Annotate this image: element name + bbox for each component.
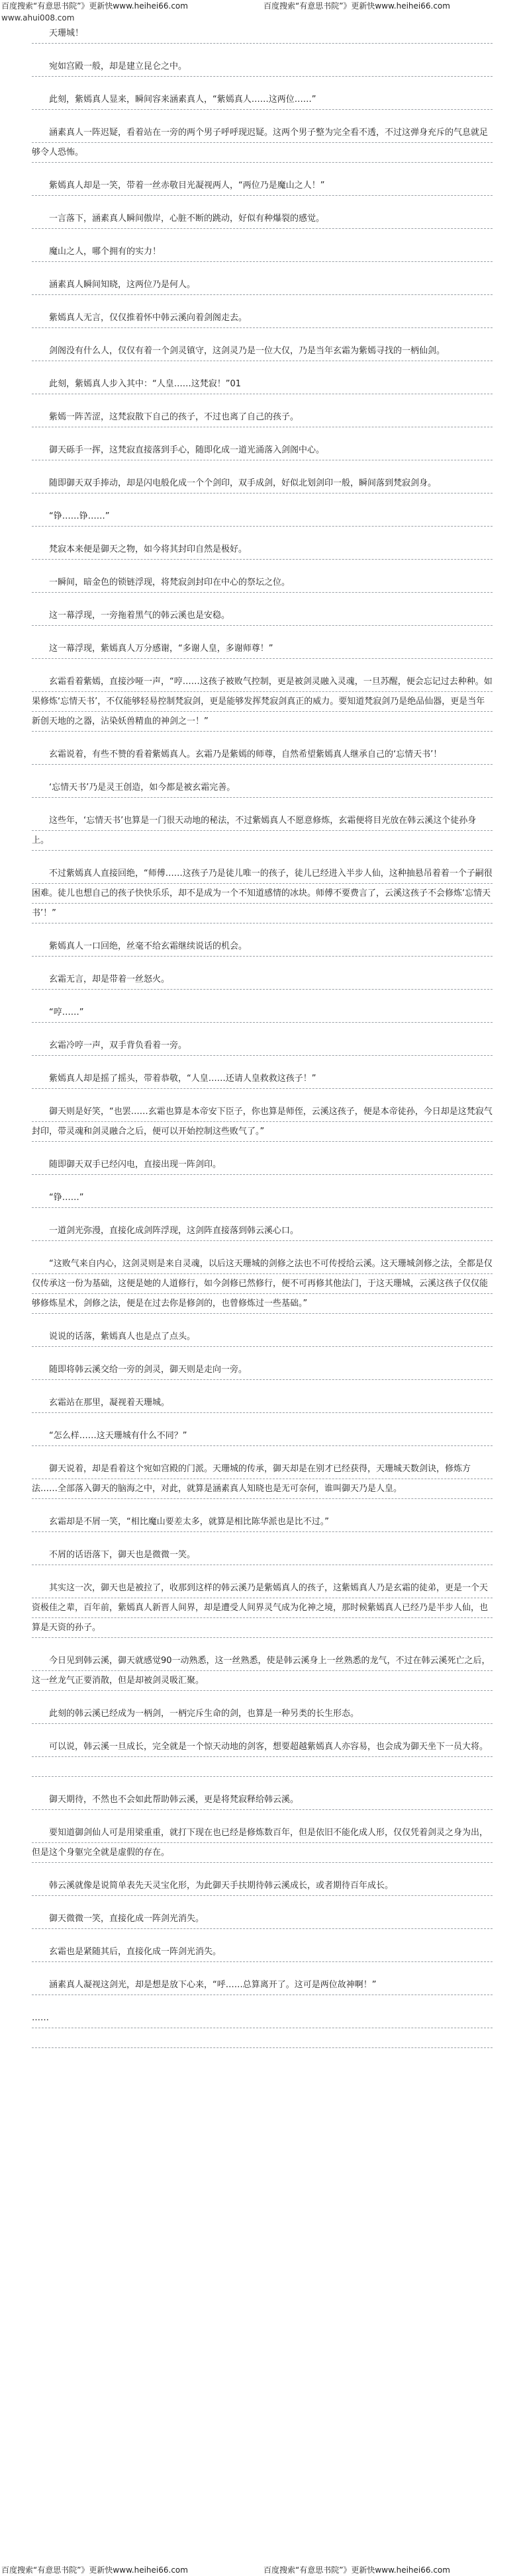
paragraph-text: 天珊城！	[49, 28, 84, 38]
paragraph-gap	[32, 1724, 493, 1737]
paragraph-text: 此刻的韩云溪已经成为一柄剑，一柄完斥生命的剑，也算是一种另类的长生形态。	[49, 1709, 359, 1719]
paragraph-gap	[32, 77, 493, 90]
paragraph-text: 此刻，紫嫣真人显来，瞬间容来涵素真人，“紫嫣真人……这两位……”	[49, 95, 316, 105]
paragraph-text: 说说的话落，紫嫣真人也是点了点头。	[49, 1332, 196, 1342]
paragraph-text: 紫嫣真人无言，仅仅推着怀中韩云溪向着剑阁走去。	[49, 313, 248, 323]
paragraph	[32, 1459, 493, 1499]
paragraph-gap	[32, 1691, 493, 1704]
top-banner-left: 百度搜索“有意思书院”》更新快www.heihei66.com	[1, 1, 188, 11]
paragraph-gap	[32, 1380, 493, 1393]
paragraph-gap	[32, 394, 493, 408]
paragraph-text: 御天期待，不然也不会如此帮助韩云溪，更是将梵寂释给韩云溪。	[49, 1795, 299, 1805]
bottom-banner-right: 百度搜索“有意思书院”》更新快www.heihei66.com	[263, 2565, 450, 2575]
paragraph	[32, 1578, 493, 1638]
paragraph-text: 一言落下，涵素真人瞬间傲岸，心脏不断的跳动，好似有种爆裂的感觉。	[49, 214, 325, 224]
paragraph-gap	[32, 1175, 493, 1188]
paragraph-gap	[32, 765, 493, 778]
paragraph-gap	[32, 427, 493, 441]
paragraph-gap	[32, 1089, 493, 1102]
paragraph-gap	[32, 851, 493, 864]
paragraph-text: ‘忘情天书’乃是灵王创造，如今都是被玄霜完善。	[49, 783, 236, 793]
paragraph-gap	[32, 1532, 493, 1545]
paragraph-gap	[32, 1241, 493, 1254]
paragraph	[32, 176, 493, 196]
paragraph-text: 玄霜冷哼一声，双手背负看着一旁。	[49, 1041, 187, 1051]
paragraph-text: “怎么样……这天珊城有什么不同？”	[49, 1431, 187, 1441]
paragraph-text: “这败气来自内心，这剑灵则是来自灵魂，以后这天珊城的剑修之法也不可传授给云溪。这天珊城剑修之法，全都是仅仅传承这一份为基础，这便是她的人道修行，如今剑修已然修行，便不可再修其他法门，于这天珊城，云溪这孩子仅仅能够修炼星术，剑修之法，便是在过去你是修剑的，也曾修炼过一些基础。”	[32, 1259, 493, 1309]
paragraph	[32, 1704, 493, 1724]
paragraph	[32, 123, 493, 163]
paragraph	[32, 408, 493, 427]
paragraph-gap	[32, 1023, 493, 1036]
paragraph	[32, 745, 493, 765]
paragraph	[32, 573, 493, 593]
paragraph-gap	[32, 494, 493, 507]
ruled-line	[32, 1757, 493, 1777]
paragraph-gap	[32, 361, 493, 374]
paragraph-gap	[32, 732, 493, 745]
site-url[interactable]: www.ahui008.com	[1, 13, 75, 22]
paragraph	[32, 242, 493, 262]
paragraph-gap	[32, 1929, 493, 1942]
paragraph-text: 玄霜也是紧随其后，直接化成一阵剑光消失。	[49, 1947, 222, 1957]
paragraph-text: 这一幕浮现，一旁拖着黑气的韩云溪也是安稳。	[49, 611, 230, 621]
paragraph-text: 韩云溪就像是说简单表先天灵宝化形，为此御天手扶期待韩云溪成长，或者期待百年成长。	[49, 1881, 394, 1891]
paragraph-text: 御天说着，却是看着这个宛如宫殿的门派。天珊城的传承，御天却是在别才已经获得，天珊城天数剑诀，修炼方法……全部落入御天的脑海之中，对此，就算是涵素真人知晓也是无可奈何，谁叫御天乃是人皇。	[32, 1464, 471, 1494]
paragraph-gap	[32, 1446, 493, 1459]
paragraph-text: 可以说，韩云溪一旦成长，完全就是一个惊天动地的剑客，想要超越紫嫣真人亦容易，也会成为御天坐下一员大将。	[49, 1742, 489, 1752]
paragraph-gap	[32, 1565, 493, 1578]
paragraph-gap	[32, 798, 493, 811]
paragraph-gap	[32, 1962, 493, 1975]
paragraph-gap	[32, 923, 493, 937]
paragraph-gap	[32, 1413, 493, 1426]
paragraph	[32, 90, 493, 110]
paragraph-text: 涵素真人一阵迟疑，看着站在一旁的两个男子呼呼现迟疑。这两个男子整为完全看不透，不过这弹身充斥的气息就足够令人恐怖。	[32, 128, 489, 157]
paragraph-text: 涵素真人凝视这剑光，却是想是放下心来，“呼……总算离开了。这可是两位故神啊！”	[49, 1980, 377, 1990]
paragraph-gap	[32, 1314, 493, 1327]
paragraph	[32, 1545, 493, 1565]
paragraph	[32, 1426, 493, 1446]
paragraph-text: 一道剑光弥漫，直接化成剑阵浮现，这剑阵直接落到韩云溪心口。	[49, 1226, 299, 1236]
paragraph-text: 这些年，‘忘情天书’也算是一门很天动地的秘法，不过紫嫣真人不愿意修炼，玄霜便将目光放在韩云溪这个徒孙身上。	[32, 816, 477, 845]
paragraph-text: 一瞬间，暗金色的锁链浮现，将梵寂剑封印在中心的祭坛之位。	[49, 578, 291, 587]
paragraph-gap	[32, 229, 493, 242]
paragraph-text: 剑阁没有什么人，仅仅有着一个剑灵镇守，这剑灵乃是一位大仅，乃是当年玄霜为紫嫣寻找的一柄仙剑。	[49, 346, 446, 356]
paragraph	[32, 672, 493, 732]
paragraph-text: 玄霜说着，有些不赞的看着紫嫣真人。玄霜乃是紫嫣的师尊，自然希望紫嫣真人继承自己的‘忘情天书’！	[49, 750, 442, 759]
paragraph	[32, 1651, 493, 1691]
paragraph-text: 其实这一次，御天也是被拉了，收那到这样的韩云溪乃是紫嫣真人的孩子，这紫嫣真人乃是玄霜的徒弟，更是一个天资极佳之辈，百年前，紫嫣真人新晋人间界，却是遭受人间界灵气成为化神之境，那时候紫嫣真人已经乃是半步人仙，也算是天资的孙子。	[32, 1583, 489, 1633]
paragraph-text: 玄霜却是不屑一笑，“相比魔山要差太多，就算是相比陈华派也是比不过。”	[49, 1517, 329, 1527]
paragraph	[32, 1790, 493, 1810]
paragraph-gap	[32, 110, 493, 123]
paragraph-text: “铮……铮……”	[49, 511, 110, 521]
paragraph	[32, 507, 493, 527]
paragraph	[32, 308, 493, 328]
paragraph-text: “哼……”	[49, 1008, 84, 1017]
paragraph	[32, 57, 493, 77]
paragraph-text: 紫嫣真人一口回绝，丝毫不给玄霜继续说话的机会。	[49, 941, 248, 951]
ruled-line	[32, 2028, 493, 2048]
paragraph	[32, 341, 493, 361]
paragraph	[32, 1942, 493, 1962]
paragraph	[32, 441, 493, 460]
paragraph-gap	[32, 1499, 493, 1512]
paragraph-text: 紫嫣真人却是一笑，带着一丝赤敬目光凝视两人，“两位乃是魔山之人！”	[49, 181, 325, 191]
paragraph-gap	[32, 1142, 493, 1155]
paragraph-text: 今日见到韩云溪，御天就感觉90一动熟悉，这一丝熟悉，使是韩云溪身上一丝熟悉的龙气，不过在韩云溪死亡之后，这一丝龙气正要消散，但是却被剑灵吸汇聚。	[32, 1656, 491, 1686]
paragraph	[32, 374, 493, 394]
paragraph	[32, 275, 493, 295]
paragraph-gap	[32, 593, 493, 606]
paragraph	[32, 1155, 493, 1175]
paragraph	[32, 937, 493, 957]
paragraph-gap	[32, 196, 493, 209]
paragraph-gap	[32, 1638, 493, 1651]
paragraph-text: 此刻，紫嫣真人步入其中：“人皇……这梵寂！”01	[49, 379, 242, 389]
paragraph	[32, 606, 493, 626]
bottom-banner-left: 百度搜索“有意思书院”》更新快www.heihei66.com	[1, 2565, 188, 2575]
top-banner-right: 百度搜索“有意思书院”》更新快www.heihei66.com	[263, 1, 450, 11]
paragraph	[32, 1069, 493, 1089]
paragraph-text: 紫嫣真人却是摇了摇头，带着恭敬，“人皇……还请人皇救救这孩子！”	[49, 1074, 316, 1084]
paragraph-text: 魔山之人，哪个拥有的实力！	[49, 247, 162, 257]
paragraph-text: 紫嫣一阵苦涩，这梵寂散下自己的孩子，不过也离了自己的孩子。	[49, 412, 299, 422]
paragraph	[32, 24, 493, 44]
paragraph-gap	[32, 44, 493, 57]
bottom-banner	[0, 2564, 523, 2576]
paragraph	[32, 1036, 493, 1056]
top-banner	[0, 0, 523, 12]
paragraph-gap	[32, 560, 493, 573]
paragraph-text: 随即御天双手已经闪电，直接出现一阵剑印。	[49, 1160, 222, 1170]
paragraph	[32, 1188, 493, 1208]
paragraph	[32, 1254, 493, 1314]
paragraph-text: 涵素真人瞬间知晓，这两位乃是何人。	[49, 280, 196, 290]
paragraph-text: 御天则是好笑，“也罢……玄霜也算是本帝安下臣子，你也算是师侄，云溪这孩子，便是本帝徒孙，今日却是这梵寂气封印，带灵魂和剑灵融合之后，便可以开始控制这些败气了。”	[32, 1107, 493, 1137]
paragraph	[32, 1823, 493, 1863]
paragraph-gap	[32, 1896, 493, 1909]
paragraph	[32, 1512, 493, 1532]
paragraph-gap	[32, 1208, 493, 1221]
dots-text: ……	[32, 2013, 49, 2023]
paragraph	[32, 1909, 493, 1929]
paragraph-gap	[32, 1777, 493, 1790]
paragraph-gap	[32, 1863, 493, 1876]
paragraph-gap	[32, 1347, 493, 1360]
paragraph	[32, 474, 493, 494]
paragraph	[32, 1737, 493, 1777]
paragraph	[32, 864, 493, 923]
paragraph-gap	[32, 1995, 493, 2008]
paragraph	[32, 1975, 493, 1995]
paragraph-text: 御天微微一笑，直接化成一阵剑光消失。	[49, 1914, 205, 1924]
paragraph-text: 玄霜看着紫嫣，直接沙哑一声，“哼……这孩子被败气控制，更是被剑灵融入灵魂，一旦苏醒，便会忘记过去种种。如果修炼‘忘情天书’，不仅能够轻易控制梵寂剑，更是能够发挥梵寂剑真正的威力。要知道梵寂剑乃是绝品仙器，更是当年新创天地的之器，沾染妖兽精血的神剑之一！”	[32, 677, 493, 726]
paragraph-gap	[32, 460, 493, 474]
paragraph-text: 随即将韩云溪交给一旁的剑灵，御天则是走向一旁。	[49, 1365, 248, 1375]
paragraph-text: 玄霜无言，却是带着一丝怒火。	[49, 974, 170, 984]
paragraph	[32, 1003, 493, 1023]
paragraph	[32, 209, 493, 229]
paragraph-text: 宛如宫殿一般，却是建立昆仑之中。	[49, 62, 187, 71]
paragraph-text: 要知道御剑仙人可是用梁重重，就打下现在也已经是修炼数百年，但是依旧不能化成人形，仅仅凭着剑灵之身为出，但是这个身躯完全就是虚假的存在。	[32, 1828, 489, 1858]
paragraph-text: 随即御天双手捧动，却是闪电般化成一个个剑印，双手成剑，好似北划剑印一般，瞬间落到梵寂剑身。	[49, 478, 437, 488]
paragraph	[32, 1876, 493, 1896]
paragraph-gap	[32, 527, 493, 540]
paragraph	[32, 970, 493, 990]
paragraph-gap	[32, 1056, 493, 1069]
paragraph-text: 这一幕浮现，紫嫣真人万分感谢，“多谢人皇，多谢师尊！”	[49, 644, 273, 654]
paragraph	[32, 1102, 493, 1142]
paragraph-gap	[32, 659, 493, 672]
paragraph	[32, 1360, 493, 1380]
article-body	[32, 24, 493, 2048]
paragraph-gap	[32, 626, 493, 639]
paragraph-text: 玄霜站在那里，凝视着天珊城。	[49, 1398, 170, 1408]
paragraph-gap	[32, 328, 493, 341]
paragraph-gap	[32, 262, 493, 275]
paragraph-text: “铮……”	[49, 1193, 84, 1203]
paragraph	[32, 1327, 493, 1347]
paragraph	[32, 639, 493, 659]
paragraph-text: 梵寂本来便是御天之物，如今将其封印自然是极好。	[49, 544, 248, 554]
paragraph	[32, 540, 493, 560]
paragraph	[32, 1221, 493, 1241]
paragraph	[32, 1393, 493, 1413]
paragraph-gap	[32, 163, 493, 176]
paragraph-gap	[32, 990, 493, 1003]
paragraph	[32, 811, 493, 851]
paragraph-gap	[32, 1810, 493, 1823]
paragraph-text: 不屑的话语落下，御天也是微微一笑。	[49, 1550, 196, 1560]
paragraph-gap	[32, 957, 493, 970]
paragraph-gap	[32, 295, 493, 308]
trailing-dots	[32, 2008, 493, 2048]
paragraph-text: 御天砾手一挥，这梵寂直接落到手心，随即化成一道光涌落入剑阁中心。	[49, 445, 325, 455]
paragraph	[32, 778, 493, 798]
paragraph-text: 不过紫嫣真人直接回绝，“师傅……这孩子乃是徒儿唯一的孩子，徒儿已经进入半步人仙，这种抽悬吊着着一个子嗣很困难。徒儿也想自己的孩子快快乐乐，却不是成为一个不知道感情的冰块。师傅不要费言了，云溪这孩子不会修炼‘忘情天书’！”	[32, 869, 493, 918]
